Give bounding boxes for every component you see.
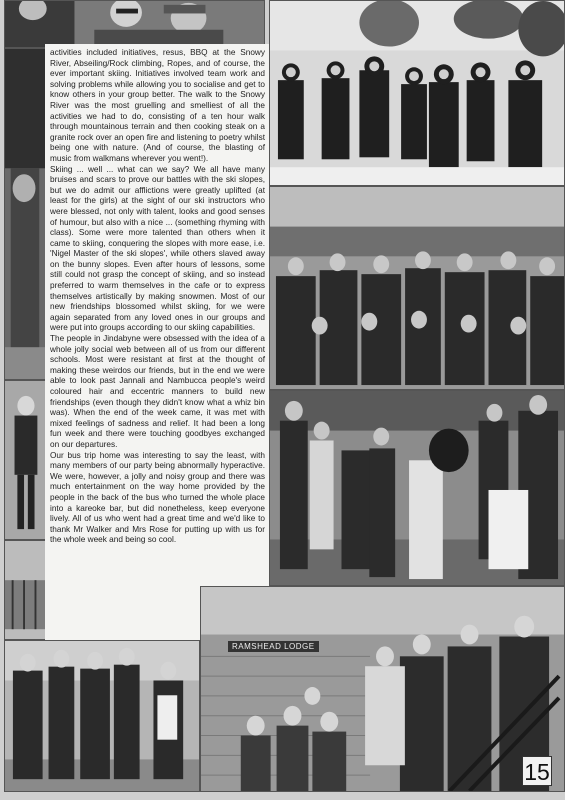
ramshead-lodge-sign: RAMSHEAD LODGE: [228, 641, 319, 652]
article-paragraph-1: activities included initiatives, resus, BBQ at the Snowy River, Abseiling/Rock climbing, Ropes, and of course, the ever important skiing. Initiatives involved team work and solving problems while allowing you to socialise and get to know others in your group better. The walk to the Snowy River was the most gruelling and smelliest of all the activities we had to do, consisting of a ten hour walk through mountainous terrain and then cooking steak on a granite rock over an open fire and listening to poetry whilst being one with nature. (And of course, the blasting of music from walkmans wherever you went!).: [50, 48, 265, 163]
photo-large-group-snow: [269, 186, 565, 390]
article-text-box: [45, 44, 269, 640]
photo-friends-top-left: [4, 0, 265, 48]
article-paragraph-4: Our bus trip home was interesting to say the least, with many members of our party being abnormally hyperactive. We were, however, a jolly and noisy group and there was much entertainment on the way home provided by the people in the back of the bus who turned the whole place into a kareoke bar, but did nonetheless, keep everyone lively. All of us who went had a great time and we'd like to thank Mr Walker and Mrs Rose for putting up with us for the whole week and being so cool.: [50, 450, 265, 545]
photo-fence-left: [4, 540, 46, 640]
photo-skiers-snow-group: [269, 0, 565, 186]
page-number: 15: [522, 756, 552, 786]
photo-person-standing-left: [4, 380, 46, 540]
article-paragraph-3: The people in Jindabyne were obsessed with the idea of a whole jolly social web between all of us from our different schools. Most were resistant at first at the thought of making these weirdos our friends, but in the end we were able to look past Jannali and Nambucca people's weird coloured hair and eccentric manners to build new friendships (even though they didn't know what a whiz bin was). When the end of the week came, it was met with mixed feelings of sadness and relief. It had been a long fun week and there were touching goodbyes exchanged on our departures.: [50, 334, 265, 449]
article-paragraph-2: Skiing ... well ... what can we say? We all have many bruises and scars to prove our battles with the ski slopes, but we do admit our afflictions were greatly uplifted (at least for the girls) at the sight of our ski instructors who were blessed, not only with talent, looks and good senses of humour, but also with a nice ... (something rhyming with class). Some were more talented than others when it came to skiing, conquering the slopes with more ease, i.e. 'Nigel Master of the ski slopes', while others slaved away on the bunny slopes. Even after hours of lessons, some still could not grasp the concept of skiing, and so instead preferred to warm themselves in the cafe or to express themselves artistically by making snowmen. Most of our new friendships blossomed whilst skiing, for we were again separated from any loved ones in our groups and were put into groups according to our skiing capabilities.: [50, 164, 265, 333]
photo-dancing-party: [269, 390, 565, 586]
photo-group-outdoors-bottom-left: [4, 640, 200, 792]
photo-person-left-strip: [4, 48, 46, 380]
photo-ramshead-lodge-group: [200, 586, 565, 792]
